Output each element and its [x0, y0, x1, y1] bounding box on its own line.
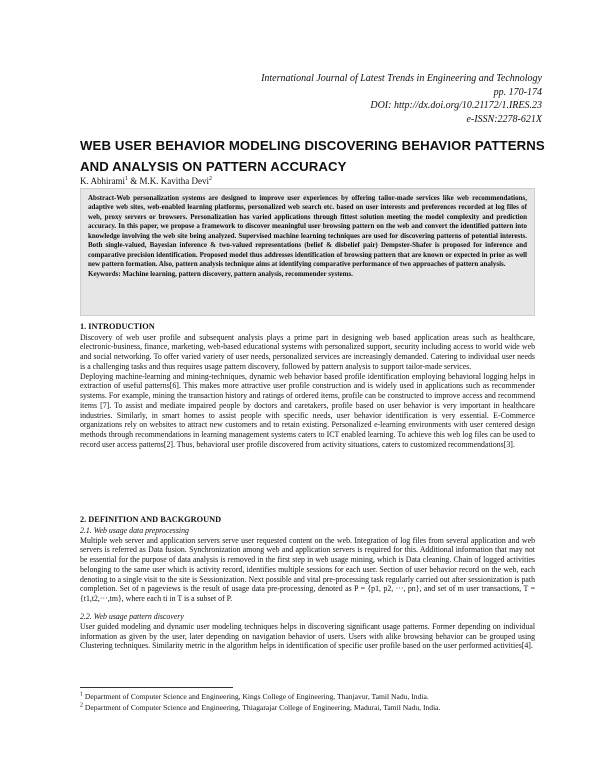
author-1: K. Abhirami — [80, 176, 125, 186]
footnote-divider — [80, 687, 233, 688]
intro-paragraph-1: Discovery of web user profile and subsequent analysis plays a prime part in designing web based application areas such as healthcare, electronic-business, finance, marketing, web-based educational systems with personalized support, security including access to world wide web and social networking. To offer varied variety of user needs, personalized services are increasingly demanded. Catering to individual user needs is a challenging tasks and thus requires usage pattern discovery, followed by pattern analysis to support tailor-made services. — [80, 332, 535, 371]
page-range: pp. 170-174 — [493, 86, 542, 98]
keywords: Keywords: Machine learning, pattern discovery, pattern analysis, recommender systems. — [88, 269, 353, 278]
definition-heading: 2. DEFINITION AND BACKGROUND — [80, 515, 222, 524]
abstract-text: Abstract-Web personalization systems are designed to improve user experiences by offering tailor-made services like web recommendations, adaptive web sites, web-enabled learning platforms, personalized web search etc. based on user interests and preferences recorded at log files of web, proxy servers or browsers. Personalization has varied applications through fittest solution meeting the model complexity and prediction accuracy. In this paper, we propose a framework to discover meaningful user browsing pattern on the web and convert the identified pattern into knowledge involving the web site being analyzed. Supervised machine learning techniques are used for discovering patterns of potential interests. Both single-valued, Bayesian inference & two-valued representations (belief & disbelief pair) Dempster-Shafer is proposed for inference and comparative precision identification. Proposed model thus addresses identification of browsing pattern that are known or expected in prior as well new pattern formation. Also, pattern analysis technique aims at identifying comparative performance of two approaches of pattern analysis. — [88, 194, 527, 269]
footnote-1-marker: 1 — [80, 691, 83, 698]
issn: e-ISSN:2278-621X — [466, 113, 542, 125]
author-2-affil: 2 — [209, 176, 213, 182]
footnote-1 — [80, 691, 540, 702]
authors — [80, 176, 212, 186]
doi: DOI: http://dx.doi.org/10.21172/1.IRES.23 — [370, 100, 542, 111]
subsection-2-2-heading: 2.2. Web usage pattern discovery — [80, 611, 184, 621]
footnote-1-text: Department of Computer Science and Engineering, Kings College of Engineering, Thanjavur, Tamil Nadu, India. — [83, 692, 429, 701]
footnote-2-marker: 2 — [80, 702, 83, 709]
subsection-2-1-text: Multiple web server and application servers serve user requested content on the web. Integration of log files from several application and web servers is referred as Data fusion. Synchronization among web and application servers is required for this. Additional information that may not be essential for the purpose of data analysis is removed in the first step in web usage mining, which is Data cleaning. Chain of logged activities belonging to the same user which is activity record, identifies multiple sessions for each user. Section of user behavior record on the web, each denoting to a single visit to the site is Sessionization. Next possible and vital pre-processing task regularly carried out after sessionization is path completion. Set of n pageviews is the result of usage data pre-processing, denoted as P = {p1, p2, ···, pn}, and set of m user transactions, T = {t1,t2,···,tm}, where each ti in T is a subset of P. — [80, 535, 535, 603]
author-1-affil: 1 — [125, 176, 128, 182]
author-2: M.K. Kavitha Devi — [139, 176, 210, 186]
subsection-2-1-heading: 2.1. Web usage data preprocessing — [80, 525, 189, 535]
section-definition — [80, 515, 535, 651]
intro-heading: 1. INTRODUCTION — [80, 322, 155, 331]
journal-name: International Journal of Latest Trends in Engineering and Technology — [261, 73, 542, 84]
subsection-2-2-text: User guided modeling and dynamic user modeling techniques helps in discovering significant usage patterns. Former depending on individual information as given by the user, later depending on navigation behavior of users. Users with alike browsing behavior can be grouped using Clustering techniques. Similarity metric in the algorithm helps in identification of specific user profile based on the user performed activities[4]. — [80, 621, 535, 651]
section-introduction — [80, 322, 535, 450]
abstract-box — [80, 188, 535, 316]
footnote-2-text: Department of Computer Science and Engineering, Thiagarajar College of Engineering, Madurai, Tamil Nadu, India. — [83, 703, 441, 712]
journal-header — [261, 72, 542, 126]
intro-paragraph-2: Deploying machine-learning and mining-techniques, dynamic web behavior based profile identification employing behavioral logging helps in extraction of useful patterns[6]. This makes more attractive user profile construction and is widely used in applications such as recommender systems. For example, mining the transaction history and ratings of ordered items, profile can be constructed to improve access and recommend items [7]. To assist and mediate impaired people by doctors and caretakers, profile based on user behavior is very important in healthcare industries. Similarly, in smart homes to assist people with specific needs, user behavior identification is very essential. E-Commerce organizations rely on websites to attract new customers and to retain existing. Personalized e-learning environments with user centered design methods through recommendations in learning management systems caters to ICT enabled learning. To achieve this web log files can be used to record user access patterns[2]. Thus, behavioral user profile discovered from activity situations, caters to customized recommendations[3]. — [80, 371, 535, 449]
paper-title: WEB USER BEHAVIOR MODELING DISCOVERING BEHAVIOR PATTERNS AND ANALYSIS ON PATTERN ACCURACY — [80, 138, 545, 174]
footnotes — [80, 687, 540, 713]
footnote-2 — [80, 702, 540, 713]
author-joiner: & — [128, 176, 140, 186]
